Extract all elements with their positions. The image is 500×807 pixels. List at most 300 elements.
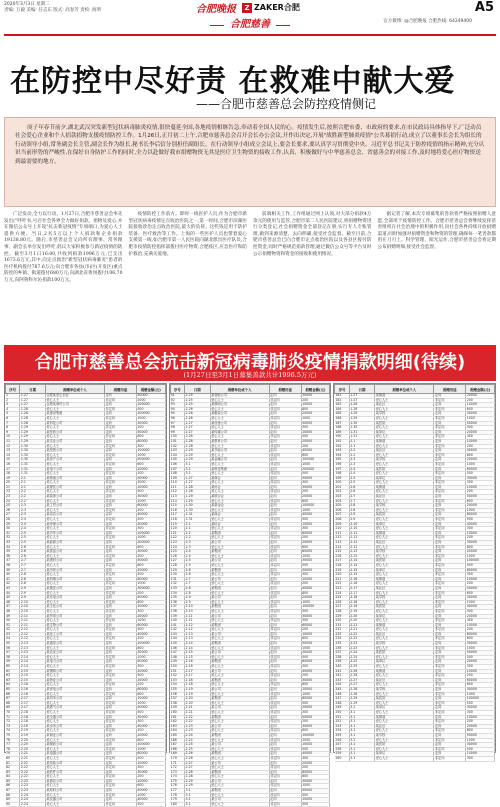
table-cell: 35: [6, 550, 20, 555]
table-cell: 3.1: [185, 462, 211, 467]
table-cell: 某餐饮公司: [45, 485, 104, 490]
table-cell: 非定向: [104, 462, 136, 467]
table-cell: 245: [335, 688, 349, 693]
table-cell: 233: [335, 632, 349, 637]
table-header-cell: 捐赠用途: [434, 385, 466, 394]
table-cell: 爱心人士: [210, 591, 269, 596]
table-cell: 爱心人士: [210, 683, 269, 688]
table-cell: 爱心人士: [45, 591, 104, 596]
table-cell: 2.25: [185, 403, 211, 408]
table-cell: 160: [170, 710, 184, 715]
table-cell: 30000: [466, 642, 495, 647]
table-cell: 爱心人士: [210, 784, 269, 789]
table-header-cell: 捐赠金额(元): [136, 385, 165, 394]
table-cell: 30000: [301, 678, 330, 683]
table-cell: 定向: [434, 394, 466, 399]
table-cell: 73: [6, 724, 20, 729]
table-cell: 定向: [434, 688, 466, 693]
table-cell: 某贸易公司: [45, 614, 104, 619]
table-cell: 259: [335, 752, 349, 757]
table-cell: 200000: [136, 541, 165, 546]
table-cell: 2.13: [185, 637, 211, 642]
table-cell: 2.26: [185, 407, 211, 412]
table-cell: 101: [170, 439, 184, 444]
table-cell: 非定向: [269, 637, 301, 642]
table-cell: 40000: [136, 798, 165, 803]
table-cell: 40000: [301, 449, 330, 454]
table-cell: 2.13: [349, 554, 375, 559]
donation-table-panel: [333, 383, 496, 760]
table-cell: 50000: [136, 596, 165, 601]
table-cell: 81: [6, 761, 20, 766]
table-cell: 某工贸公司: [45, 504, 104, 509]
table-cell: 某集团: [210, 770, 269, 775]
table-cell: 2.24: [349, 655, 375, 660]
table-cell: 某物流公司: [45, 476, 104, 481]
table-cell: 某公司: [210, 669, 269, 674]
table-cell: 爱心人士: [375, 508, 434, 513]
table-cell: 163: [170, 724, 184, 729]
table-cell: 2.24: [20, 793, 46, 798]
table-cell: 非定向: [269, 444, 301, 449]
table-cell: 2.11: [185, 614, 211, 619]
table-cell: 某纺织公司: [45, 568, 104, 573]
table-cell: 某公司: [210, 614, 269, 619]
table-cell: 2.23: [185, 729, 211, 734]
table-cell: 500: [136, 518, 165, 523]
table-cell: 非定向: [104, 426, 136, 431]
table-cell: 3.1: [185, 793, 211, 798]
table-cell: 43: [6, 586, 20, 591]
table-cell: 某单位: [375, 430, 434, 435]
table-cell: 某联合会: [210, 495, 269, 500]
table-cell: 非定向: [269, 600, 301, 605]
table-cell: 2.15: [349, 568, 375, 573]
table-cell: 非定向: [104, 609, 136, 614]
table-cell: 200: [136, 508, 165, 513]
table-cell: 1.28: [20, 407, 46, 412]
table-cell: 某酒店公司: [45, 779, 104, 784]
table-cell: 爱心人士: [45, 775, 104, 780]
table-cell: 2.24: [20, 798, 46, 803]
table-cell: 爱心人士: [45, 738, 104, 743]
table-cell: 100000: [301, 605, 330, 610]
table-cell: 爱心人士: [375, 499, 434, 504]
table-cell: 定向: [104, 688, 136, 693]
table-cell: 爱心人士: [45, 756, 104, 761]
table-cell: 定向: [269, 715, 301, 720]
table-cell: 定向: [269, 522, 301, 527]
table-cell: 爱心人士: [375, 416, 434, 421]
table-cell: 定向: [434, 467, 466, 472]
table-cell: 非定向: [104, 766, 136, 771]
table-cell: 2.19: [349, 605, 375, 610]
table-cell: 爱心人士: [45, 619, 104, 624]
table-cell: 定向: [104, 412, 136, 417]
table-cell: 爱心人士: [45, 720, 104, 725]
table-cell: 2.11: [349, 536, 375, 541]
zaker-label: ZAKER合肥: [254, 3, 300, 12]
table-cell: 108: [170, 472, 184, 477]
table-cell: 300: [466, 527, 495, 532]
top-rule: [4, 34, 496, 36]
table-cell: 非定向: [269, 646, 301, 651]
table-cell: 非定向: [104, 499, 136, 504]
table-cell: 非定向: [104, 453, 136, 458]
table-cell: 1000: [466, 600, 495, 605]
table-cell: 177: [170, 789, 184, 794]
table-cell: 爱心人士: [45, 407, 104, 412]
table-cell: 3.1: [185, 467, 211, 472]
table-cell: 非定向: [104, 536, 136, 541]
table-header-cell: 日期: [20, 385, 46, 394]
table-cell: 某医院: [375, 467, 434, 472]
table-cell: 非定向: [269, 472, 301, 477]
table-cell: 2.9: [349, 513, 375, 518]
table-cell: 20000: [466, 724, 495, 729]
table-cell: 定向: [269, 439, 301, 444]
table-cell: 300: [136, 665, 165, 670]
table-cell: 2.5: [20, 541, 46, 546]
table-cell: 定向: [269, 430, 301, 435]
table-cell: 定向: [104, 761, 136, 766]
table-cell: 定向: [104, 596, 136, 601]
table-cell: 非定向: [269, 756, 301, 761]
table-cell: 非定向: [104, 710, 136, 715]
table-cell: 155: [170, 688, 184, 693]
table-cell: 1.31: [185, 513, 211, 518]
table-cell: 1: [6, 394, 20, 399]
article-column: [129, 212, 248, 340]
table-cell: 非定向: [269, 784, 301, 789]
contact-line: 官方微博: @合肥晚报 合肥热线: 64249400: [383, 19, 472, 24]
table-cell: 1.28: [20, 421, 46, 426]
table-cell: 50000: [301, 715, 330, 720]
table-cell: 2.28: [185, 435, 211, 440]
table-cell: 2.26: [349, 669, 375, 674]
table-cell: 爱心人士: [210, 710, 269, 715]
table-cell: 非定向: [434, 720, 466, 725]
table-cell: 某装饰公司: [45, 495, 104, 500]
table-cell: 30000: [466, 596, 495, 601]
table-cell: 162: [170, 720, 184, 725]
table-cell: 1.27: [185, 476, 211, 481]
table-cell: 某商会: [210, 476, 269, 481]
table-cell: 254: [335, 729, 349, 734]
table-cell: 111: [170, 485, 184, 490]
table-cell: 2.2: [20, 490, 46, 495]
table-cell: 242: [335, 674, 349, 679]
table-cell: 2.29: [349, 701, 375, 706]
table-cell: 2.28: [185, 444, 211, 449]
table-cell: 2.1: [349, 439, 375, 444]
table-cell: 某置业公司: [45, 586, 104, 591]
table-cell: 113: [170, 495, 184, 500]
table-header-cell: 捐赠单位或个人: [210, 385, 269, 394]
table-cell: 2.16: [185, 665, 211, 670]
table-cell: 非定向: [104, 738, 136, 743]
table-cell: 某集团: [210, 605, 269, 610]
table-cell: 107: [170, 467, 184, 472]
masthead-brand: [196, 1, 300, 14]
table-cell: 定向: [104, 586, 136, 591]
table-cell: 定向: [269, 421, 301, 426]
table-cell: 爱心人士: [210, 720, 269, 725]
table-cell: 10000: [301, 430, 330, 435]
table-cell: 非定向: [104, 591, 136, 596]
table-cell: 爱心人士: [375, 407, 434, 412]
table-cell: 2.12: [185, 623, 211, 628]
table-cell: 57: [6, 651, 20, 656]
table-cell: 定向: [269, 632, 301, 637]
table-cell: 某集团: [210, 660, 269, 665]
table-cell: 定向: [269, 752, 301, 757]
table-cell: 某公司: [210, 596, 269, 601]
article-column: [253, 212, 372, 340]
table-cell: 56: [6, 646, 20, 651]
table-cell: 10000: [466, 669, 495, 674]
table-cell: 非定向: [269, 416, 301, 421]
table-cell: 2.20: [349, 619, 375, 624]
table-cell: 爱心人士: [210, 802, 269, 807]
table-cell: 爱心人士: [210, 554, 269, 559]
table-cell: 2.26: [185, 412, 211, 417]
table-cell: 80000: [136, 577, 165, 582]
table-cell: 3.1: [349, 752, 375, 757]
table-cell: 200: [301, 398, 330, 403]
table-cell: 定向: [434, 596, 466, 601]
table-cell: 某设备公司: [210, 421, 269, 426]
table-cell: 185: [335, 412, 349, 417]
table-cell: 定向: [104, 504, 136, 509]
table-cell: 非定向: [434, 398, 466, 403]
table-cell: 2.8: [185, 591, 211, 596]
table-cell: 62: [6, 674, 20, 679]
table-cell: 146: [170, 646, 184, 651]
table-cell: 定向: [104, 678, 136, 683]
table-cell: 128: [170, 563, 184, 568]
table-cell: 600: [301, 453, 330, 458]
table-cell: 1000: [301, 600, 330, 605]
table-cell: 某协会: [210, 485, 269, 490]
table-cell: 非定向: [269, 766, 301, 771]
table-cell: 某公司: [210, 577, 269, 582]
table-cell: 27: [6, 513, 20, 518]
table-header-cell: 捐赠用途: [269, 385, 301, 394]
table-cell: 某金融公司: [210, 458, 269, 463]
table-cell: 定向: [104, 697, 136, 702]
table-cell: 6: [6, 416, 20, 421]
table-cell: 定向: [269, 669, 301, 674]
table-cell: 193: [335, 449, 349, 454]
article-paragraph: 疫情防控工作前方。即时一线医护人员,作为合肥市新型冠状病毒疫情定点收治医院之一,第一时间,合肥市滨湖医院接收诊治定点收治医院,最大的负荷。这些钱是用于防护装备、医疗救治等工作。上海的一些医护人员也带着爱心支援第一线,如合肥市第一人民医院向湖北派出医疗队员,合肥市疫情防控指挥部拨付医疗物资,合肥疫区,应急医疗和防护救治,充满关爱地。: [128, 212, 247, 257]
table-cell: 爱心人士: [375, 609, 434, 614]
table-cell: 232: [335, 628, 349, 633]
table-cell: 2.15: [185, 651, 211, 656]
table-cell: 非定向: [434, 545, 466, 550]
table-cell: 非定向: [104, 518, 136, 523]
table-cell: 50000: [301, 789, 330, 794]
table-cell: 定向: [434, 504, 466, 509]
table-cell: 定向: [269, 743, 301, 748]
table-cell: 200: [466, 536, 495, 541]
table-cell: 某公司: [210, 706, 269, 711]
table-cell: 122: [170, 536, 184, 541]
table-cell: 某建材公司: [45, 559, 104, 564]
table-cell: 爱心人士: [210, 453, 269, 458]
table-cell: 定向: [434, 421, 466, 426]
table-cell: 爱心人士: [45, 766, 104, 771]
table-cell: 60000: [136, 623, 165, 628]
table-cell: 47: [6, 605, 20, 610]
table-cell: 某集团: [210, 642, 269, 647]
table-cell: 10000: [301, 798, 330, 803]
table-cell: 200: [136, 426, 165, 431]
table-cell: 爱心人士: [375, 674, 434, 679]
table-cell: 非定向: [434, 481, 466, 486]
table-cell: 216: [335, 554, 349, 559]
table-cell: 2.21: [20, 756, 46, 761]
table-cell: 117: [170, 513, 184, 518]
table-cell: 33: [6, 541, 20, 546]
table-cell: 116: [170, 508, 184, 513]
table-cell: 2.28: [185, 439, 211, 444]
table-cell: 某通信公司: [45, 642, 104, 647]
table-cell: 187: [335, 421, 349, 426]
table-cell: 非定向: [434, 518, 466, 523]
table-cell: 100000: [301, 458, 330, 463]
zaker-logo: [242, 2, 300, 13]
table-cell: 2.14: [20, 660, 46, 665]
table-cell: 定向: [104, 779, 136, 784]
table-cell: 2.7: [349, 499, 375, 504]
table-cell: 某食品公司: [45, 550, 104, 555]
table-cell: 非定向: [104, 444, 136, 449]
table-cell: 爱心人士: [375, 563, 434, 568]
table-cell: 爱心人士: [45, 646, 104, 651]
table-cell: 非定向: [269, 462, 301, 467]
table-cell: 191: [335, 439, 349, 444]
table-cell: 20000: [136, 522, 165, 527]
table-cell: 2.27: [349, 678, 375, 683]
table-cell: 100000: [466, 559, 495, 564]
table-cell: 定向: [434, 697, 466, 702]
table-cell: 某基金会: [210, 504, 269, 509]
table-cell: 189: [335, 430, 349, 435]
table-cell: 25: [6, 504, 20, 509]
table-cell: 1.28: [20, 412, 46, 417]
table-cell: 2.27: [185, 761, 211, 766]
table-cell: 2.14: [349, 563, 375, 568]
table-cell: 定向: [434, 752, 466, 757]
table-cell: 1.29: [349, 416, 375, 421]
table-cell: 定向: [269, 513, 301, 518]
table-cell: 60000: [136, 752, 165, 757]
table-cell: 70: [6, 710, 20, 715]
table-cell: 非定向: [104, 747, 136, 752]
table-cell: 80000: [466, 513, 495, 518]
table-cell: 爱心人士: [210, 481, 269, 486]
table-cell: 3.1: [349, 738, 375, 743]
table-cell: 爱心人士: [210, 637, 269, 642]
table-cell: 非定向: [269, 665, 301, 670]
table-cell: 220: [335, 573, 349, 578]
table-cell: 某化工公司: [45, 632, 104, 637]
table-cell: 150: [170, 665, 184, 670]
table-cell: 1.30: [185, 504, 211, 509]
table-cell: 120: [170, 527, 184, 532]
table-cell: 3.1: [349, 724, 375, 729]
table-cell: 某公司: [210, 724, 269, 729]
table-cell: 69: [6, 706, 20, 711]
table-cell: 50000: [466, 733, 495, 738]
table-cell: 2.1: [185, 527, 211, 532]
table-cell: 爱心人士: [45, 573, 104, 578]
table-cell: 爱心人士: [45, 462, 104, 467]
table-cell: 定向: [104, 522, 136, 527]
table-cell: 93: [170, 403, 184, 408]
table-cell: 226: [335, 600, 349, 605]
table-cell: 1000: [301, 692, 330, 697]
table-cell: 500: [136, 710, 165, 715]
table-cell: 219: [335, 568, 349, 573]
table-cell: 非定向: [104, 802, 136, 807]
table-cell: 2.10: [185, 609, 211, 614]
table-cell: 198: [335, 472, 349, 477]
table-cell: 爱心人士: [45, 793, 104, 798]
table-cell: 某电器公司: [45, 752, 104, 757]
table-cell: 3.1: [185, 802, 211, 807]
table-cell: 非定向: [269, 545, 301, 550]
table-cell: 1.30: [349, 426, 375, 431]
table-cell: 爱心人士: [375, 637, 434, 642]
table-cell: 定向: [104, 651, 136, 656]
table-cell: 170: [170, 756, 184, 761]
table-cell: 某医院: [375, 513, 434, 518]
table-cell: 某传媒公司: [210, 430, 269, 435]
table-cell: 1.29: [20, 430, 46, 435]
table-cell: 50000: [466, 421, 495, 426]
table-cell: 2.17: [349, 586, 375, 591]
table-cell: 某集团: [210, 586, 269, 591]
table-cell: 2.23: [349, 646, 375, 651]
table-cell: 50000: [136, 660, 165, 665]
table-cell: 50000: [136, 706, 165, 711]
table-cell: 80000: [301, 550, 330, 555]
table-cell: 2.4: [20, 518, 46, 523]
table-cell: 44: [6, 591, 20, 596]
table-cell: 爱心人士: [210, 609, 269, 614]
table-cell: 2.8: [20, 573, 46, 578]
table-cell: 1.27: [185, 481, 211, 486]
table-cell: 2.6: [20, 554, 46, 559]
table-cell: 2.22: [349, 632, 375, 637]
table-cell: 80000: [136, 688, 165, 693]
table-cell: 某单位: [375, 476, 434, 481]
article-column: [378, 212, 497, 340]
table-cell: 2.15: [20, 674, 46, 679]
table-cell: 2.19: [20, 724, 46, 729]
table-cell: 某集团: [210, 715, 269, 720]
table-cell: 2.17: [185, 669, 211, 674]
table-cell: 2.5: [349, 481, 375, 486]
table-cell: 1.30: [185, 508, 211, 513]
table-cell: 112: [170, 490, 184, 495]
table-cell: 某街道: [375, 577, 434, 582]
table-cell: 某街道: [375, 394, 434, 399]
table-cell: 爱心人士: [45, 628, 104, 633]
table-cell: 167: [170, 743, 184, 748]
